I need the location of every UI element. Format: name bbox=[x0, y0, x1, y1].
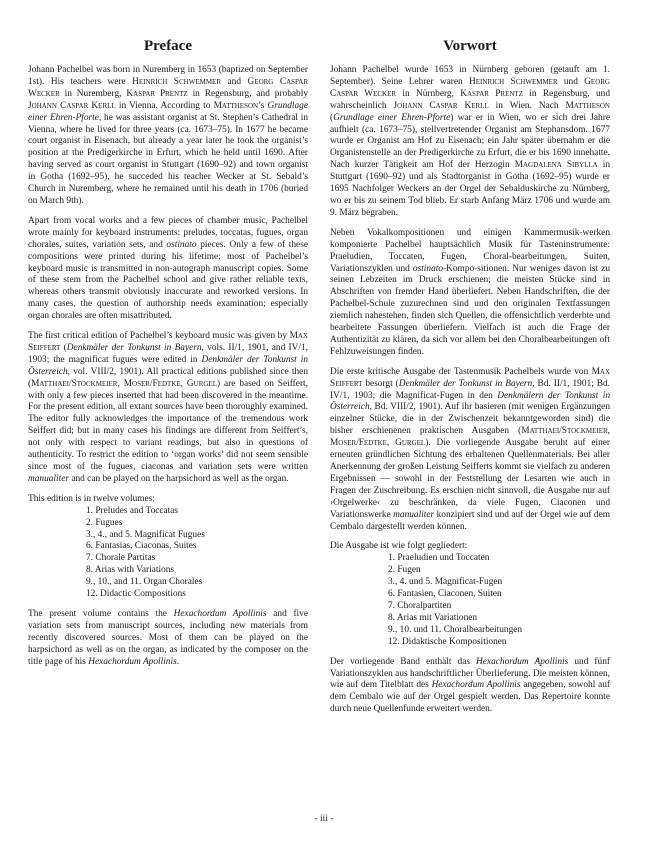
vorwort-volume-item: 9., 10. und 11. Choralbearbeitungen bbox=[388, 624, 523, 635]
preface-volume-item: 2. Fugues bbox=[86, 517, 123, 528]
preface-volumes-intro: This edition is in twelve volumes: bbox=[28, 493, 155, 504]
preface-paragraph-works: Apart from vocal works and a few pieces of chamber music, Pachelbel wrote mainly for keyboard instruments: preludes, toccatas, fugues, organ chorales, suites, variation sets, and ostinato pieces. Only a few of these compositions were printed during his lifetime; most of Pachelbel’s keyboard music is transmitted in non-autograph manuscript copies. Some of these stem from the Pachelbel school and give rather reliable texts, whereas others transmit obviously inaccurate and reworked versions. In many cases, the question of authorship needs examination; especially organ chorales are often misattributed. bbox=[28, 215, 308, 322]
vorwort-volumes-intro: Die Ausgabe ist wie folgt gegliedert: bbox=[330, 541, 468, 552]
vorwort-volume-item: 1. Praeludien und Toccaten bbox=[388, 553, 490, 564]
vorwort-paragraph-editions: Die erste kritische Ausgabe der Tastenmusik Pachelbels wurde von Max Seiffert besorgt (Denkmäler der Tonkunst in Bayern, Bd. II/1, 1901; Bd. IV/1, 1903; die Magnificat-Fugen in den Denkmälern der Tonkunst in Österreich, Bd. VIII/2, 1901). Auf ihr basieren (mit wenigen Ergänzungen einzelner Stücke, die in der Zwischenzeit bekanntgeworden sind) die bisher erschienenen praktischen Ausgaben (Matthaei/Stockmeier, Moser/Fedtke, Gurgel). Die vorliegende Ausgabe beruht auf einer erneuten gründlichen Sichtung des erhaltenen Quellenmaterials. Bei aller Anerkennung der großen Leistung Seifferts kommt sie vielfach zu anderen Ergebnissen — sowohl in der Feststellung der Lesarten wie auch in Fragen der Zuschreibung. Es erschien nicht sinnvoll, die Ausgabe nur auf ›Orgelwerke‹ zu beschränken, da viele Fugen, Ciaconen und Variationswerke manualiter konzipiert sind und auf der Orgel wie auf dem Cembalo dargestellt werden können. bbox=[330, 366, 611, 532]
preface-paragraph-biography: Johann Pachelbel was born in Nuremberg in 1653 (baptized on September 1st). His teachers were Heinrich Schwemmer and Georg Caspar Wecker in Nuremberg, Kaspar Prentz in Regensburg, and probably Johann Caspar Kerll in Vienna. According to Mattheson’s Grundlage einer Ehren-Pforte, he was assistant organist at St. Stephen’s Cathedral in Vienna, where he lived for three years (ca. 1673–75). In 1677 he became court organist in Eisenach, but already a year later he took the organist’s position at the Predigerkirche in Erfurt, which he held until 1690. After having served as court organist in Stuttgart (1690–92) and town organist in Gotha (1692–95), he succeded his teacher Wecker at St. Sebald’s Church in Nuremberg, where he remained until his death in 1706 (buried on March 9th). bbox=[28, 65, 309, 206]
vorwort-paragraph-works: Neben Vokalkompositionen und einigen Kammermusik-werken komponierte Pachelbel hauptsächlich Musik für Tasteninstrumente: Praeludien, Toccaten, Fugen, Choral-bearbeitungen, Suiten, Variationszyklen und ostinato-Kompo-sitionen. Nur weniges davon ist zu seinen Lebzeiten im Druck erschienen; die meisten Stücke sind in Abschriften von fremder Hand überliefert. Neben Handschriften, die der Pachelbel-Schule zuzurechnen sind und den originalen Textfassungen ziemlich nahestehen, finden sich Quellen, die offensichtlich verderbte und bearbeitete Fassungen überliefern. Vielfach ist auch die Frage der Authentizität zu klären, da sich vor allem bei den Choralbearbeitungen oft Fehlzuweisungen finden. bbox=[330, 227, 610, 357]
preface-volume-item: 7. Chorale Partitas bbox=[86, 553, 156, 564]
vorwort-volume-item: 7. Choralpartiten bbox=[388, 600, 452, 611]
preface-volume-item: 8. Arias with Variations bbox=[86, 565, 175, 576]
vorwort-volume-item: 3., 4. und 5. Magnificat-Fugen bbox=[388, 577, 503, 588]
preface-volume-item: 12. Didactic Compositions bbox=[86, 589, 186, 600]
vorwort-title: Vorwort bbox=[443, 38, 497, 54]
vorwort-paragraph-volume-contents: Der vorliegende Band enthält das Hexachordum Apollinis und fünf Variationszyklen aus handschriftlicher Überlieferung. Die meisten können, wie auf dem Titelblatt des Hexachordum Apollinis angegeben, sowohl auf dem Cembalo wie auf der Orgel gespielt werden. Das Repertoire konnte durch neue Quellenfunde erweitert werden. bbox=[330, 656, 611, 715]
vorwort-volume-item: 8. Arias mit Variationen bbox=[388, 612, 478, 623]
preface-volume-item: 9., 10., and 11. Organ Chorales bbox=[86, 577, 203, 588]
preface-paragraph-editions: The first critical edition of Pachelbel’s keyboard music was given by Max Seiffert (Denkmäler der Tonkunst in Bayern, vols. II/1, 1901, and IV/1, 1903; the magnificat fugues were edited in Denkmäler der Tonkunst in Österreich, vol. VIII/2, 1901). All practical editions published since then (Matthaei/Stockmeier, Moser/Fedtke, Gurgel) are based on Seiffert, with only a few pieces inserted that had been discovered in the meantime. For the present edition, all extant sources have been thoroughly examined. The editor fully acknowledges the importance of the tremendous work Seiffert did; but in many cases his findings are different from Seiffert’s, not only with respect to variant readings, but also in questions of authenticity. To restrict the edition to ‘organ works’ did not seem sensible since most of the fugues, ciaconas and variation sets were written manualiter and can be played on the harpsichord as well as the organ. bbox=[28, 331, 309, 484]
page-number: - iii - bbox=[314, 814, 334, 824]
preface-volume-item: 6. Fantasias, Ciaconas, Suites bbox=[86, 541, 197, 552]
preface-column bbox=[28, 38, 308, 677]
vorwort-column bbox=[330, 38, 610, 724]
vorwort-volume-item: 12. Didaktische Kompositionen bbox=[388, 636, 507, 647]
preface-volume-item: 3., 4., and 5. Magnificat Fugues bbox=[86, 529, 205, 540]
preface-volume-list bbox=[28, 506, 308, 601]
vorwort-volume-list bbox=[330, 553, 610, 648]
preface-volume-item: 1. Preludes and Toccatas bbox=[86, 505, 179, 516]
preface-paragraph-volume-contents: The present volume contains the Hexachordum Apollinis and five variation sets from manuscript sources, including new materials from recently discovered sources. Most of them can be played on the harpsichord as well as on the organ, as indicated by the composer on the title page of his Hexachordum Apollinis. bbox=[28, 608, 308, 667]
vorwort-paragraph-biography: Johann Pachelbel wurde 1653 in Nürnberg geboren (getauft am 1. September). Seine Lehrer waren Heinrich Schwemmer und Georg Caspar Wecker in Nürnberg, Kaspar Prentz in Regensburg, und wahrscheinlich Johann Caspar Kerll in Wien. Nach Mattheson (Grundlage einer Ehren-Pforte) war er in Wien, wo er sich drei Jahre aufhielt (ca. 1673–75), stellvertretender Organist am Stephansdom. 1677 wurde er Organist am Hof zu Eisenach; ein Jahr später übernahm er die Organistenstelle an der Predigerkirche zu Erfurt, die er bis 1690 innehatte. Nach kurzer Tätigkeit am Hof der Herzogin Magdalena Sibylla in Stuttgart (1690–92) und als Stadtorganist in Gotha (1692–95) wurde er 1695 Nachfolger Weckers an der Orgel der Sebalduskirche zu Nürnberg, wo er bis zu seinem Tod blieb. Er starb Anfang März 1706 und wurde am 9. März begraben. bbox=[330, 65, 611, 218]
vorwort-volume-item: 6. Fantasien, Ciaconen, Suiten bbox=[388, 589, 502, 600]
vorwort-volume-item: 2. Fugen bbox=[388, 565, 421, 576]
preface-title: Preface bbox=[143, 38, 193, 54]
